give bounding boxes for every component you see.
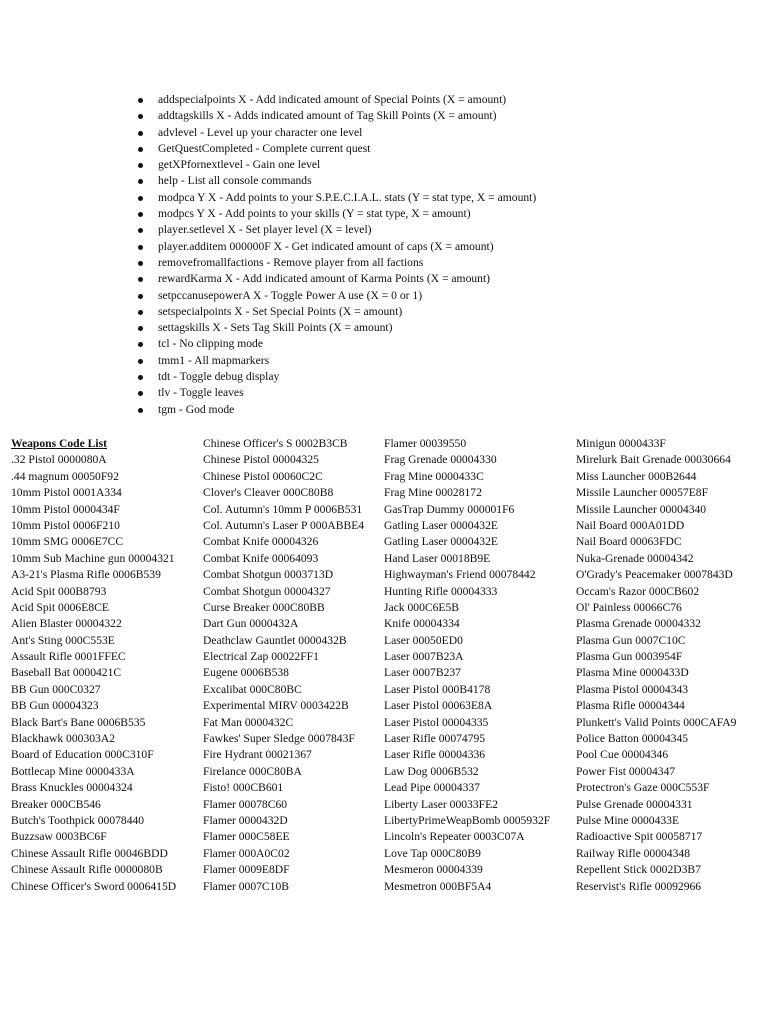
- command-text: removefromallfactions - Remove player from all factions: [158, 255, 424, 269]
- weapon-code-entry: Plasma Mine 0000433D: [576, 666, 689, 680]
- bullet-icon: [138, 342, 143, 347]
- bullet-icon: [138, 228, 143, 233]
- weapon-code-entry: Nail Board 000A01DD: [576, 518, 685, 532]
- command-item: [138, 255, 536, 271]
- bullet-icon: [138, 212, 143, 217]
- weapon-code-entry: Eugene 0006B538: [203, 666, 289, 680]
- weapon-code-entry: .32 Pistol 0000080A: [11, 453, 107, 467]
- weapon-code-entry: Knife 00004334: [384, 617, 460, 631]
- weapon-code-entry: BB Gun 000C0327: [11, 682, 101, 696]
- weapon-code-entry: 10mm Sub Machine gun 00004321: [11, 551, 175, 565]
- weapon-code-entry: Police Batton 00004345: [576, 732, 689, 746]
- command-text: getXPfornextlevel - Gain one level: [158, 158, 321, 172]
- weapon-code-entry: A3-21's Plasma Rifle 0006B539: [11, 568, 161, 582]
- weapons-column-2: [203, 436, 364, 895]
- command-item: [138, 385, 536, 401]
- command-text: player.additem 000000F X - Get indicated amount of caps (X = amount): [158, 239, 494, 253]
- bullet-icon: [138, 131, 143, 136]
- bullet-icon: [138, 375, 143, 380]
- weapon-code-entry: Flamer 000C58EE: [203, 830, 290, 844]
- weapon-code-entry: Fawkes' Super Sledge 0007843F: [203, 732, 355, 746]
- weapon-code-entry: Occam's Razor 000CB602: [576, 584, 700, 598]
- weapon-code-entry: Repellent Stick 0002D3B7: [576, 863, 701, 877]
- bullet-icon: [138, 98, 143, 103]
- weapon-code-entry: Flamer 0000432D: [203, 813, 288, 827]
- bullet-icon: [138, 359, 143, 364]
- weapon-code-entry: Plasma Gun 0003954F: [576, 650, 683, 664]
- weapon-code-entry: Combat Knife 00064093: [203, 551, 319, 565]
- command-item: [138, 239, 536, 255]
- weapon-code-entry: Chinese Officer's S 0002B3CB: [203, 437, 348, 450]
- weapon-code-entry: Chinese Officer's Sword 0006415D: [11, 879, 177, 893]
- weapon-code-entry: Jack 000C6E5B: [384, 600, 460, 614]
- weapon-code-entry: Excalibat 000C80BC: [203, 682, 302, 696]
- command-item: [138, 304, 536, 320]
- command-text: settagskills X - Sets Tag Skill Points (X = amount): [158, 321, 393, 335]
- weapon-code-entry: Acid Spit 0006E8CE: [11, 600, 109, 614]
- weapon-code-entry: Minigun 0000433F: [576, 437, 666, 450]
- weapon-code-entry: Nuka-Grenade 00004342: [576, 551, 694, 565]
- command-item: [138, 157, 536, 173]
- bullet-icon: [138, 294, 143, 299]
- weapon-code-entry: Lincoln's Repeater 0003C07A: [384, 830, 525, 844]
- weapon-code-entry: Laser Pistol 00063E8A: [384, 699, 493, 713]
- weapon-code-entry: Mesmeron 00004339: [384, 863, 483, 877]
- weapons-heading: Weapons Code List: [11, 437, 107, 450]
- weapon-code-entry: Electrical Zap 00022FF1: [203, 650, 319, 664]
- weapon-code-entry: Curse Breaker 000C80BB: [203, 600, 325, 614]
- bullet-icon: [138, 326, 143, 331]
- bullet-icon: [138, 179, 143, 184]
- weapon-code-entry: Dart Gun 0000432A: [203, 617, 299, 631]
- weapon-code-entry: Hand Laser 00018B9E: [384, 551, 491, 565]
- weapon-code-entry: Col. Autumn's 10mm P 0006B531: [203, 502, 363, 516]
- weapon-code-entry: Nail Board 00063FDC: [576, 535, 682, 549]
- weapon-code-entry: Plasma Rifle 00004344: [576, 699, 685, 713]
- weapon-code-entry: Breaker 000CB546: [11, 797, 101, 811]
- bullet-icon: [138, 147, 143, 152]
- command-item: [138, 190, 536, 206]
- bullet-icon: [138, 114, 143, 119]
- weapon-code-entry: Fat Man 0000432C: [203, 715, 294, 729]
- weapon-code-entry: Deathclaw Gauntlet 0000432B: [203, 633, 347, 647]
- weapon-code-entry: Mesmetron 000BF5A4: [384, 879, 492, 893]
- weapon-code-entry: Frag Mine 00028172: [384, 486, 482, 500]
- weapon-code-entry: Assault Rifle 0001FFEC: [11, 650, 126, 664]
- command-text: tdt - Toggle debug display: [158, 370, 280, 384]
- weapon-code-entry: Pool Cue 00004346: [576, 748, 669, 762]
- weapon-code-entry: Highwayman's Friend 00078442: [384, 568, 536, 582]
- bullet-icon: [138, 408, 143, 413]
- weapon-code-entry: Radioactive Spit 00058717: [576, 830, 703, 844]
- bullet-icon: [138, 391, 143, 396]
- weapon-code-entry: 10mm SMG 0006E7CC: [11, 535, 124, 549]
- weapon-code-entry: Hunting Rifle 00004333: [384, 584, 498, 598]
- weapons-column-4: [576, 436, 736, 895]
- weapon-code-entry: Missile Launcher 00004340: [576, 502, 707, 516]
- weapon-code-entry: Flamer 00078C60: [203, 797, 288, 811]
- weapon-code-entry: Combat Shotgun 0003713D: [203, 568, 334, 582]
- weapon-code-entry: Plasma Grenade 00004332: [576, 617, 701, 631]
- weapon-code-entry: Chinese Assault Rifle 00046BDD: [11, 846, 168, 860]
- command-item: [138, 288, 536, 304]
- command-item: [138, 108, 536, 124]
- weapon-code-entry: Laser Rifle 00074795: [384, 732, 486, 746]
- weapon-code-entry: Flamer 0009E8DF: [203, 863, 290, 877]
- command-item: [138, 141, 536, 157]
- weapon-code-entry: Experimental MIRV 0003422B: [203, 699, 349, 713]
- weapon-code-entry: Brass Knuckles 00004324: [11, 781, 133, 795]
- bullet-icon: [138, 196, 143, 201]
- weapon-code-entry: Baseball Bat 0000421C: [11, 666, 122, 680]
- weapon-code-entry: Gatling Laser 0000432E: [384, 518, 498, 532]
- weapon-code-entry: Power Fist 00004347: [576, 764, 676, 778]
- weapon-code-entry: Miss Launcher 000B2644: [576, 469, 697, 483]
- weapon-code-entry: Laser 0007B237: [384, 666, 461, 680]
- weapon-code-entry: Clover's Cleaver 000C80B8: [203, 486, 334, 500]
- command-text: help - List all console commands: [158, 174, 312, 188]
- command-item: [138, 173, 536, 189]
- command-text: tcl - No clipping mode: [158, 337, 263, 351]
- weapon-code-entry: Bottlecap Mine 0000433A: [11, 764, 135, 778]
- command-text: tgm - God mode: [158, 402, 235, 416]
- weapon-code-entry: .44 magnum 00050F92: [11, 469, 119, 483]
- weapon-code-entry: Chinese Pistol 00060C2C: [203, 469, 323, 483]
- command-item: [138, 320, 536, 336]
- command-text: player.setlevel X - Set player level (X = level): [158, 223, 372, 237]
- weapon-code-entry: Mirelurk Bait Grenade 00030664: [576, 453, 731, 467]
- bullet-icon: [138, 277, 143, 282]
- weapon-code-entry: Ol' Painless 00066C76: [576, 600, 682, 614]
- weapon-code-entry: Laser Pistol 000B4178: [384, 682, 491, 696]
- weapon-code-entry: Laser 0007B23A: [384, 650, 464, 664]
- weapon-code-entry: Alien Blaster 00004322: [11, 617, 122, 631]
- command-item: [138, 402, 536, 418]
- weapon-code-entry: 10mm Pistol 0006F210: [11, 518, 120, 532]
- weapon-code-entry: Combat Knife 00004326: [203, 535, 319, 549]
- weapon-code-entry: Pulse Mine 0000433E: [576, 813, 680, 827]
- command-text: setspecialpoints X - Set Special Points (X = amount): [158, 304, 403, 318]
- command-text: tmm1 - All mapmarkers: [158, 353, 270, 367]
- weapon-code-entry: Law Dog 0006B532: [384, 764, 479, 778]
- weapon-code-entry: Love Tap 000C80B9: [384, 846, 481, 860]
- console-command-list: [138, 92, 536, 418]
- weapon-code-entry: Laser Rifle 00004336: [384, 748, 486, 762]
- weapon-code-entry: Liberty Laser 00033FE2: [384, 797, 498, 811]
- weapon-code-entry: Black Bart's Bane 0006B535: [11, 715, 146, 729]
- weapon-code-entry: Combat Shotgun 00004327: [203, 584, 331, 598]
- weapon-code-entry: Railway Rifle 00004348: [576, 846, 690, 860]
- command-text: setpccanusepowerA X - Toggle Power A use (X = 0 or 1): [158, 288, 423, 302]
- weapon-code-entry: Blackhawk 000303A2: [11, 732, 116, 746]
- weapon-code-entry: Flamer 000A0C02: [203, 846, 290, 860]
- weapon-code-entry: Gatling Laser 0000432E: [384, 535, 498, 549]
- command-item: [138, 206, 536, 222]
- weapon-code-entry: O'Grady's Peacemaker 0007843D: [576, 568, 733, 582]
- command-text: addspecialpoints X - Add indicated amount of Special Points (X = amount): [158, 93, 507, 106]
- weapon-code-entry: Ant's Sting 000C553E: [11, 633, 115, 647]
- weapon-code-entry: Protectron's Gaze 000C553F: [576, 781, 710, 795]
- command-item: [138, 92, 536, 108]
- weapon-code-entry: Flamer 0007C10B: [203, 879, 289, 893]
- weapon-code-entry: Frag Mine 0000433C: [384, 469, 484, 483]
- weapon-code-entry: Laser 00050ED0: [384, 633, 463, 647]
- command-item: [138, 125, 536, 141]
- weapon-code-entry: BB Gun 00004323: [11, 699, 99, 713]
- weapons-column-1: [11, 436, 176, 895]
- command-text: modpca Y X - Add points to your S.P.E.C.I.A.L. stats (Y = stat type, X = amount): [158, 190, 537, 204]
- weapon-code-entry: Missile Launcher 00057E8F: [576, 486, 709, 500]
- weapon-code-entry: Acid Spit 000B8793: [11, 584, 107, 598]
- weapon-code-entry: LibertyPrimeWeapBomb 0005932F: [384, 813, 551, 827]
- weapon-code-entry: Lead Pipe 00004337: [384, 781, 480, 795]
- command-text: modpcs Y X - Add points to your skills (Y = stat type, X = amount): [158, 207, 471, 221]
- command-text: tlv - Toggle leaves: [158, 386, 244, 400]
- command-item: [138, 271, 536, 287]
- command-item: [138, 336, 536, 352]
- weapon-code-entry: Fisto! 000CB601: [203, 781, 284, 795]
- command-text: advlevel - Level up your character one level: [158, 125, 363, 139]
- weapon-code-entry: Chinese Assault Rifle 0000080B: [11, 863, 163, 877]
- weapon-code-entry: Plasma Pistol 00004343: [576, 682, 689, 696]
- weapon-code-entry: Flamer 00039550: [384, 437, 467, 450]
- command-item: [138, 222, 536, 238]
- weapons-column-3: [384, 436, 550, 895]
- command-text: rewardKarma X - Add indicated amount of Karma Points (X = amount): [158, 272, 491, 286]
- bullet-icon: [138, 245, 143, 250]
- command-item: [138, 353, 536, 369]
- weapon-code-entry: Buzzsaw 0003BC6F: [11, 830, 107, 844]
- weapon-code-entry: Reservist's Rifle 00092966: [576, 879, 702, 893]
- weapon-code-entry: Butch's Toothpick 00078440: [11, 813, 145, 827]
- weapon-code-entry: Firelance 000C80BA: [203, 764, 302, 778]
- bullet-icon: [138, 261, 143, 266]
- weapon-code-entry: Plunkett's Valid Points 000CAFA9: [576, 715, 737, 729]
- weapon-code-entry: Fire Hydrant 00021367: [203, 748, 312, 762]
- weapon-code-entry: Board of Education 000C310F: [11, 748, 154, 762]
- command-item: [138, 369, 536, 385]
- bullet-icon: [138, 310, 143, 315]
- command-text: GetQuestCompleted - Complete current quest: [158, 141, 371, 155]
- weapon-code-entry: Pulse Grenade 00004331: [576, 797, 693, 811]
- weapon-code-entry: Col. Autumn's Laser P 000ABBE4: [203, 518, 365, 532]
- weapon-code-entry: 10mm Pistol 0001A334: [11, 486, 122, 500]
- weapon-code-entry: Plasma Gun 0007C10C: [576, 633, 686, 647]
- command-text: addtagskills X - Adds indicated amount of Tag Skill Points (X = amount): [158, 109, 497, 123]
- weapon-code-entry: GasTrap Dummy 000001F6: [384, 502, 515, 516]
- weapon-code-entry: Chinese Pistol 00004325: [203, 453, 319, 467]
- weapon-code-entry: Laser Pistol 00004335: [384, 715, 489, 729]
- weapon-code-entry: 10mm Pistol 0000434F: [11, 502, 120, 516]
- weapon-code-entry: Frag Grenade 00004330: [384, 453, 497, 467]
- bullet-icon: [138, 163, 143, 168]
